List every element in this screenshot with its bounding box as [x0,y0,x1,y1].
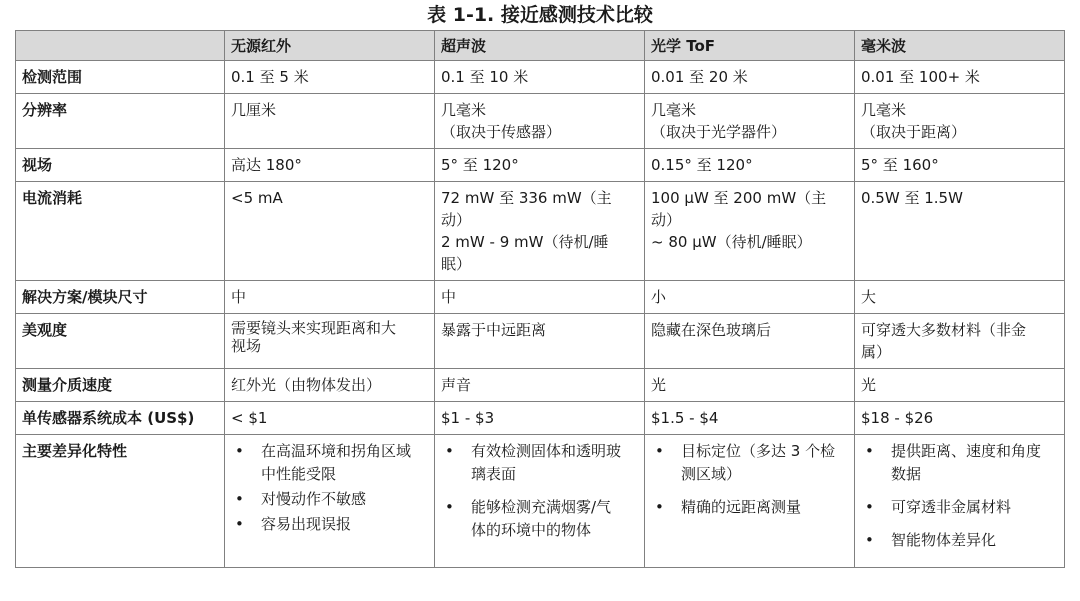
cell-line: 0.5W 至 1.5W [861,189,963,207]
comparison-table [15,30,1065,568]
bullet-icon: • [655,442,664,460]
row-label: 单传感器系统成本 (US$) [16,402,225,435]
header-pir: 无源红外 [225,31,435,61]
table-title: 表 1-1. 接近感测技术比较 [427,4,653,26]
bullet-icon: • [655,498,664,516]
list-item [231,513,428,536]
cell-line: ~ 80 μW（待机/睡眠） [651,233,812,251]
cell: 中 [435,281,645,314]
list-item-text: 中性能受限 [261,465,337,483]
row-size [16,281,1065,314]
cell [225,182,435,281]
bullet-icon: • [445,442,454,460]
cell [225,435,435,568]
feature-list [861,440,1058,552]
cell-line: <5 mA [231,189,283,207]
cell: 光 [645,369,855,402]
cell [435,182,645,281]
cell: $1 - $3 [435,402,645,435]
cell [435,435,645,568]
bullet-icon: • [445,498,454,516]
list-item [861,440,1058,486]
feature-list [651,440,848,519]
list-item-text: 智能物体差异化 [891,531,997,549]
row-label: 美观度 [16,314,225,369]
cell-line: （取决于光学器件） [651,123,787,141]
cell [855,182,1065,281]
cell: 0.01 至 100+ 米 [855,61,1065,94]
cell: 红外光（由物体发出） [225,369,435,402]
cell: 大 [855,281,1065,314]
list-item [231,488,428,511]
cell: 5° 至 120° [435,149,645,182]
cell [225,314,435,369]
row-label: 检测范围 [16,61,225,94]
cell-line: （取决于传感器） [441,123,562,141]
cell-line: 100 μW 至 200 mW（主 [651,189,827,207]
row-cost [16,402,1065,435]
cell-line: 72 mW 至 336 mW（主 [441,189,612,207]
cell [645,94,855,149]
bullet-icon: • [865,442,874,460]
cell: 0.15° 至 120° [645,149,855,182]
header-row [16,31,1065,61]
cell-line: 可穿透大多数材料（非金 [861,321,1027,339]
list-item-text: 可穿透非金属材料 [891,498,1012,516]
bullet-icon: • [235,490,244,508]
cell: 光 [855,369,1065,402]
row-fov [16,149,1065,182]
cell: 0.01 至 20 米 [645,61,855,94]
cell-line: （取决于距离） [861,123,967,141]
cell [225,94,435,149]
list-item-text: 体的环境中的物体 [471,521,592,539]
cell-line: 隐藏在深色玻璃后 [651,321,772,339]
list-item-text: 能够检测充满烟雾/气 [471,498,612,516]
cell [435,314,645,369]
list-item [231,440,428,486]
header-ultrasonic: 超声波 [435,31,645,61]
cell: < $1 [225,402,435,435]
feature-list [231,440,428,536]
cell-line: 视场 [231,337,262,355]
list-item-text: 容易出现误报 [261,515,352,533]
cell [645,435,855,568]
list-item [441,440,638,486]
row-range [16,61,1065,94]
list-item [861,496,1058,519]
cell: 声音 [435,369,645,402]
cell: 中 [225,281,435,314]
cell [855,94,1065,149]
row-label: 解决方案/模块尺寸 [16,281,225,314]
row-aesthetics [16,314,1065,369]
header-cell-empty [16,31,225,61]
list-item [651,440,848,486]
header-tof: 光学 ToF [645,31,855,61]
cell [855,435,1065,568]
row-medium [16,369,1065,402]
list-item-text: 有效检测固体和透明玻 [471,442,622,460]
header-mmwave: 毫米波 [855,31,1065,61]
row-label: 电流消耗 [16,182,225,281]
list-item-text: 测区域） [681,465,742,483]
row-resolution [16,94,1065,149]
list-item [651,496,848,519]
list-item-text: 提供距离、速度和角度 [891,442,1042,460]
cell: 0.1 至 10 米 [435,61,645,94]
bullet-icon: • [235,515,244,533]
row-label: 分辨率 [16,94,225,149]
cell-line: 几毫米 [861,101,907,119]
list-item-text: 对慢动作不敏感 [261,490,367,508]
cell [855,314,1065,369]
row-label: 主要差异化特性 [16,435,225,568]
cell-line: 动） [441,211,472,229]
feature-list [441,440,638,542]
cell-line: 属） [861,343,892,361]
list-item-text: 数据 [891,465,922,483]
list-item [441,496,638,542]
list-item-text: 目标定位（多达 3 个检 [681,442,836,460]
row-label: 视场 [16,149,225,182]
cell: 高达 180° [225,149,435,182]
cell-line: 几毫米 [651,101,697,119]
cell-line: 暴露于中远距离 [441,321,547,339]
list-item-text: 在高温环境和拐角区域 [261,442,412,460]
cell-line: 2 mW - 9 mW（待机/睡 [441,233,609,251]
cell: 5° 至 160° [855,149,1065,182]
cell: 0.1 至 5 米 [225,61,435,94]
cell-line: 几厘米 [231,101,277,119]
row-label: 测量介质速度 [16,369,225,402]
cell-line: 动） [651,211,682,229]
bullet-icon: • [235,442,244,460]
row-current [16,182,1065,281]
cell-line: 眠） [441,255,472,273]
cell: $18 - $26 [855,402,1065,435]
bullet-icon: • [865,498,874,516]
cell [645,314,855,369]
cell: 小 [645,281,855,314]
cell: $1.5 - $4 [645,402,855,435]
row-features [16,435,1065,568]
cell-line: 需要镜头来实现距离和大 [231,319,397,337]
cell [435,94,645,149]
list-item-text: 璃表面 [471,465,517,483]
cell-line: 几毫米 [441,101,487,119]
list-item-text: 精确的远距离测量 [681,498,802,516]
bullet-icon: • [865,531,874,549]
cell [645,182,855,281]
list-item [861,529,1058,552]
